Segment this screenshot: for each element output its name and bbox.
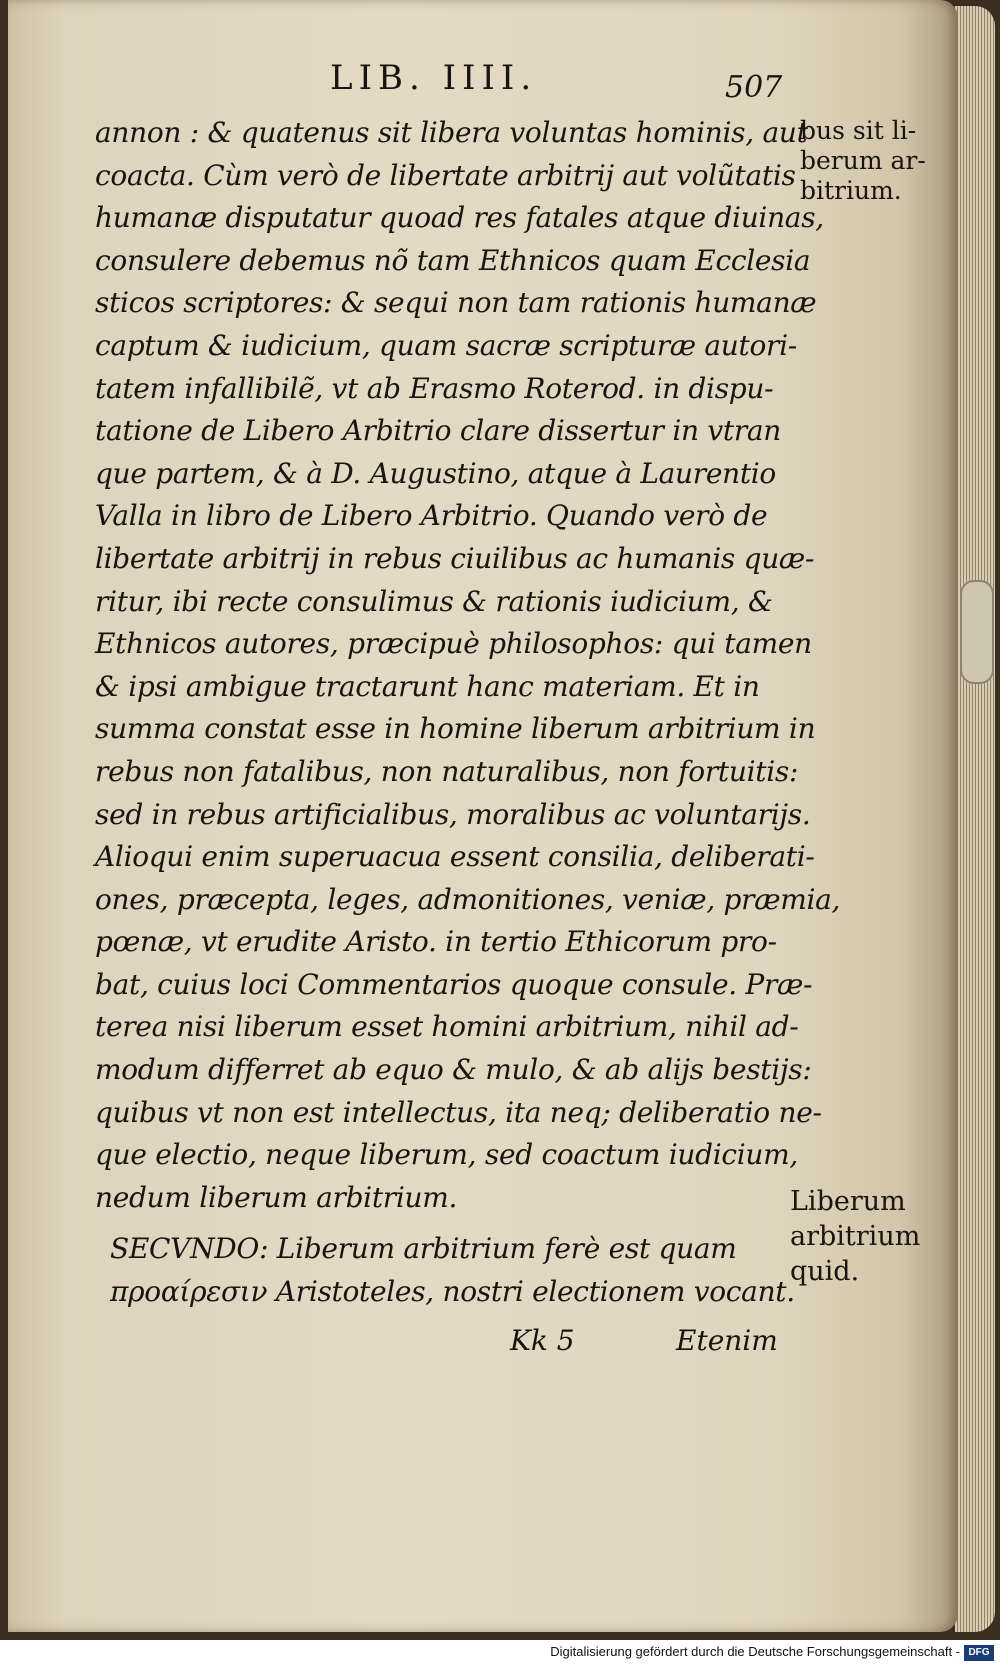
text-line: Ethnicos autores, præcipuè philosophos: qui tamen xyxy=(95,627,812,661)
text-line: modum differret ab equo & mulo, & ab alijs bestijs: xyxy=(95,1053,812,1087)
text-line: pœnæ, vt erudite Aristo. in tertio Ethicorum pro- xyxy=(95,925,777,959)
book-tab-mark xyxy=(960,580,994,684)
text-line: annon : & quatenus sit libera voluntas hominis, aut xyxy=(95,116,808,149)
marginal-line: berum ar- xyxy=(800,146,926,175)
signature-mark: Kk 5 xyxy=(510,1324,575,1357)
text-line: sed in rebus artificialibus, moralibus ac voluntarijs. xyxy=(95,797,811,831)
text-line: tatione de Libero Arbitrio clare dissertur in vtran xyxy=(95,414,782,448)
marginal-note-top xyxy=(800,116,926,206)
footer-credit: Digitalisierung gefördert durch die Deutsche Forschungsgemeinschaft - xyxy=(550,1644,960,1659)
text-line: nedum liberum arbitrium. xyxy=(95,1180,458,1214)
marginal-line: quid. xyxy=(790,1256,860,1287)
text-line: libertate arbitrij in rebus ciuilibus ac humanis quæ- xyxy=(95,541,815,575)
catchword: Etenim xyxy=(676,1324,778,1357)
text-line: captum & iudicium, quam sacræ scripturæ autori- xyxy=(95,328,797,362)
text-line: terea nisi liberum esset homini arbitrium, nihil ad- xyxy=(95,1010,799,1044)
text-line: quibus vt non est intellectus, ita neq; deliberatio ne- xyxy=(95,1095,822,1129)
text-line: & ipsi ambigue tractarunt hanc materiam. Et in xyxy=(95,669,760,703)
text-line: Valla in libro de Libero Arbitrio. Quando verò de xyxy=(95,499,768,533)
text-line: ritur, ibi recte consulimus & rationis iudicium, & xyxy=(95,584,773,618)
text-line: coacta. Cùm verò de libertate arbitrij aut volũtatis xyxy=(95,158,796,192)
text-line: consulere debemus nõ tam Ethnicos quam Ecclesia xyxy=(95,243,811,277)
page-edges xyxy=(955,6,995,1632)
text-line: que electio, neque liberum, sed coactum iudicium, xyxy=(95,1138,798,1172)
text-line: ones, præcepta, leges, admonitiones, veniæ, præmia, xyxy=(95,882,841,916)
text-line: SECVNDO: Liberum arbitrium ferè est quam xyxy=(110,1232,737,1265)
text-line: que partem, & à D. Augustino, atque à Laurentio xyxy=(95,456,776,490)
text-line: bat, cuius loci Commentarios quoque consule. Præ- xyxy=(95,967,813,1001)
dfg-logo-icon: DFG xyxy=(964,1645,994,1661)
text-line: summa constat esse in homine liberum arbitrium in xyxy=(95,712,816,746)
marginal-line: arbitrium xyxy=(790,1221,921,1252)
marginal-line: bus sit li- xyxy=(800,116,917,145)
running-head: LIB. IIII. xyxy=(330,58,538,98)
paragraph-secundo xyxy=(110,1228,810,1313)
text-line: humanæ disputatur quoad res fatales atque diuinas, xyxy=(95,201,824,235)
body-text xyxy=(95,112,841,1219)
text-line: tatem infallibilẽ, vt ab Erasmo Roterod. in dispu- xyxy=(95,371,774,405)
marginal-line: bitrium. xyxy=(800,176,902,205)
text-line: rebus non fatalibus, non naturalibus, non fortuitis: xyxy=(95,754,799,788)
text-line: προαίρεσιν Aristoteles, nostri electionem vocant. xyxy=(110,1274,795,1308)
page-number: 507 xyxy=(725,70,783,105)
text-line: Alioqui enim superuacua essent consilia, deliberati- xyxy=(95,840,815,874)
text-line: sticos scriptores: & sequi non tam rationis humanæ xyxy=(95,286,817,320)
marginal-line: Liberum xyxy=(790,1186,906,1217)
